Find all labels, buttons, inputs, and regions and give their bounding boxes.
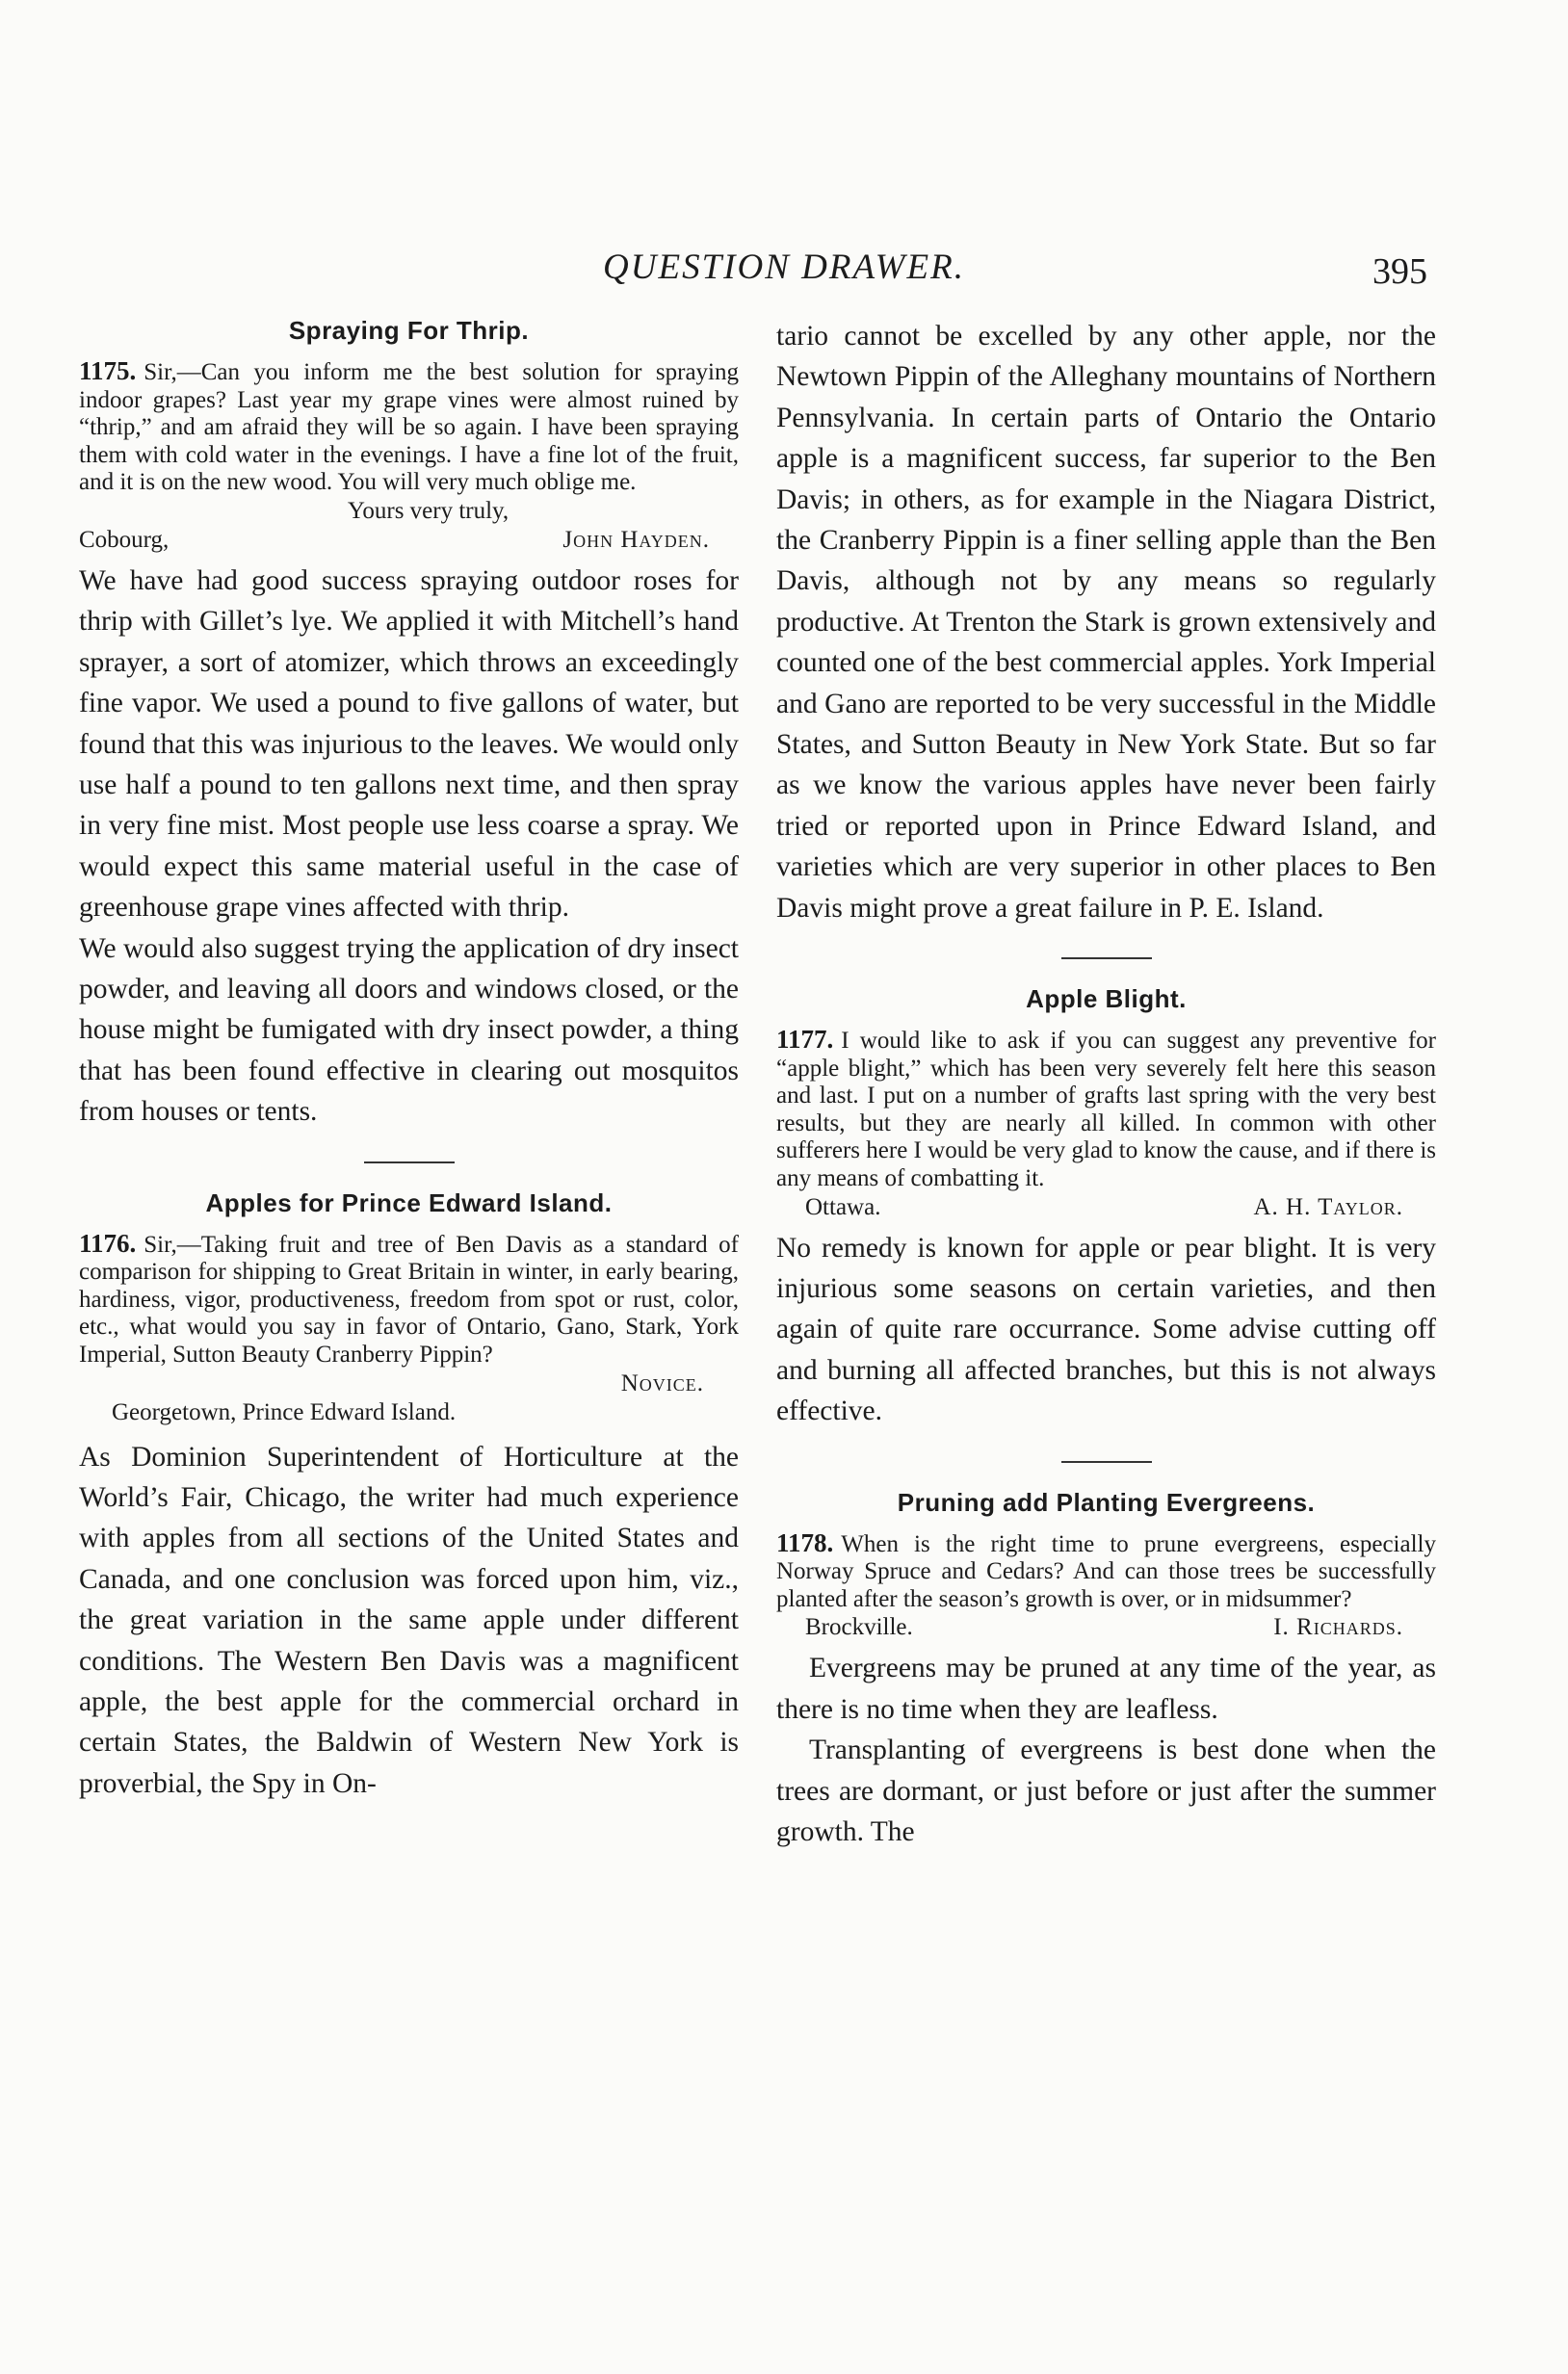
signature-place: Ottawa. [805, 1193, 881, 1220]
signature-name: John Hayden. [562, 526, 710, 553]
right-column [776, 316, 1436, 1853]
question-number: 1177. [776, 1025, 834, 1055]
page-number: 395 [1372, 251, 1427, 292]
question-text: I would like to ask if you can suggest any preventive for “apple blight,” which has been very severely felt here this season and last. I put on a number of grafts last spring with the very best results, but they are nearly all killed. In common with other sufferers here I would be very glad to know the cause, and if there is any means of combatting it. [776, 1028, 1436, 1192]
left-column [79, 316, 739, 1804]
answer-1175-p1: We have had good success spraying outdoor roses for thrip with Gillet’s lye. We applied it with Mitchell’s hand sprayer, a sort of atomizer, which throws an exceedingly fine vapor. We used a pound to five gallons of water, but found that this was injurious to the leaves. We would only use half a pound to ten gallons next time, and then spray in very fine mist. Most people use less coarse a spray. We would expect this same material useful in the case of greenhouse grape vines affected with thrip. [79, 564, 739, 924]
section-divider [1061, 957, 1152, 959]
section-divider [364, 1161, 455, 1163]
signature-name: Novice. [620, 1370, 704, 1396]
running-title: QUESTION DRAWER. [603, 248, 965, 287]
answer-1177: No remedy is known for apple or pear blight. It is very injurious some seasons on certain varieties, and then again of quite rare occurrance. Some advise cutting off and burning all affected branches, but this is not always effective. [776, 1232, 1436, 1427]
question-1176 [79, 1230, 739, 1370]
signature-line [79, 526, 739, 555]
signature-name: A. H. Taylor. [1253, 1193, 1403, 1220]
question-text: Sir,—Taking fruit and tree of Ben Davis as a standard of comparison for shipping to Great Britain in winter, in early bearing, hardiness, vigor, productiveness, freedom from spot or rust, color, etc., what would you say in favor of Ontario, Gano, Stark, York Imperial, Sutton Beauty Cranberry Pippin? [79, 1231, 739, 1369]
signature-line [776, 1193, 1436, 1222]
question-text: When is the right time to prune evergreens, especially Norway Spruce and Cedars? And can those trees be successfully planted after the season’s growth is over, or in midsummer? [776, 1530, 1436, 1612]
signature-place: Georgetown, Prince Edward Island. [112, 1398, 457, 1425]
heading-apple-blight: Apple Blight. [1026, 984, 1187, 1014]
signature-name: I. Richards. [1273, 1614, 1403, 1641]
answer-1178-p2: Transplanting of evergreens is best done when the trees are dormant, or just before or just after the summer growth. The [776, 1735, 1436, 1848]
section-divider [1061, 1461, 1152, 1463]
closing: Yours very truly, [347, 497, 510, 524]
question-1175 [79, 357, 739, 497]
question-number: 1176. [79, 1228, 137, 1258]
answer-1176-continued: tario cannot be excelled by any other apple, nor the Newtown Pippin of the Alleghany mountains of Northern Pennsylvania. In certain parts of Ontario the Ontario apple is a magnificent success, far superior to the Ben Davis; in others, as for example in the Niagara District, the Cranberry Pippin is a finer selling apple than the Ben Davis, although not by any means so regularly productive. At Trenton the Stark is grown extensively and counted one of the best commercial apples. York Imperial and Gano are reported to be very successful in the Middle States, and Sutton Beauty in New York State. But so far as we know the various apples have never been fairly tried or reported upon in Prince Edward Island, and varieties which are very superior in other places to Ben Davis might prove a great failure in P. E. Island. [776, 321, 1436, 924]
heading-spraying-for-thrip: Spraying For Thrip. [288, 316, 530, 345]
running-head [0, 247, 1568, 295]
signature-place: Cobourg, [79, 526, 170, 553]
question-1178 [776, 1529, 1436, 1614]
signature-place: Brockville. [805, 1614, 913, 1641]
signature-place-line [79, 1398, 739, 1427]
question-text: Sir,—Can you inform me the best solution for spraying indoor grapes? Last year my grape vines were almost ruined by “thrip,” and am afraid they will be so again. I have been spraying them with cold water in the evenings. I have a fine lot of the fruit, and it is on the new wood. You will very much oblige me. [79, 359, 739, 496]
question-number: 1178. [776, 1527, 834, 1557]
answer-1178-p1: Evergreens may be pruned at any time of the year, as there is no time when they are leafless. [776, 1653, 1436, 1725]
signature-line [776, 1613, 1436, 1642]
question-number: 1175. [79, 356, 137, 385]
signature-line [79, 1370, 739, 1398]
answer-1176-p1: As Dominion Superintendent of Horticulture at the World’s Fair, Chicago, the writer had much experience with apples from all sections of the United States and Canada, and one conclusion was forced upon him, viz., the great variation in the same apple under different conditions. The Western Ben Davis was a magnificent apple, the best apple for the commercial orchard in certain States, the Baldwin of Western New York is proverbial, the Spy in On- [79, 1441, 739, 1799]
heading-apples-pei: Apples for Prince Edward Island. [205, 1187, 613, 1217]
question-1177 [776, 1026, 1436, 1193]
heading-pruning-evergreens: Pruning add Planting Evergreens. [897, 1487, 1316, 1517]
answer-1175-p2: We would also suggest trying the application of dry insect powder, and leaving all doors and windows closed, or the house might be fumigated with dry insect powder, a thing that has been found effective in clearing out mosquitos from houses or tents. [79, 932, 739, 1128]
